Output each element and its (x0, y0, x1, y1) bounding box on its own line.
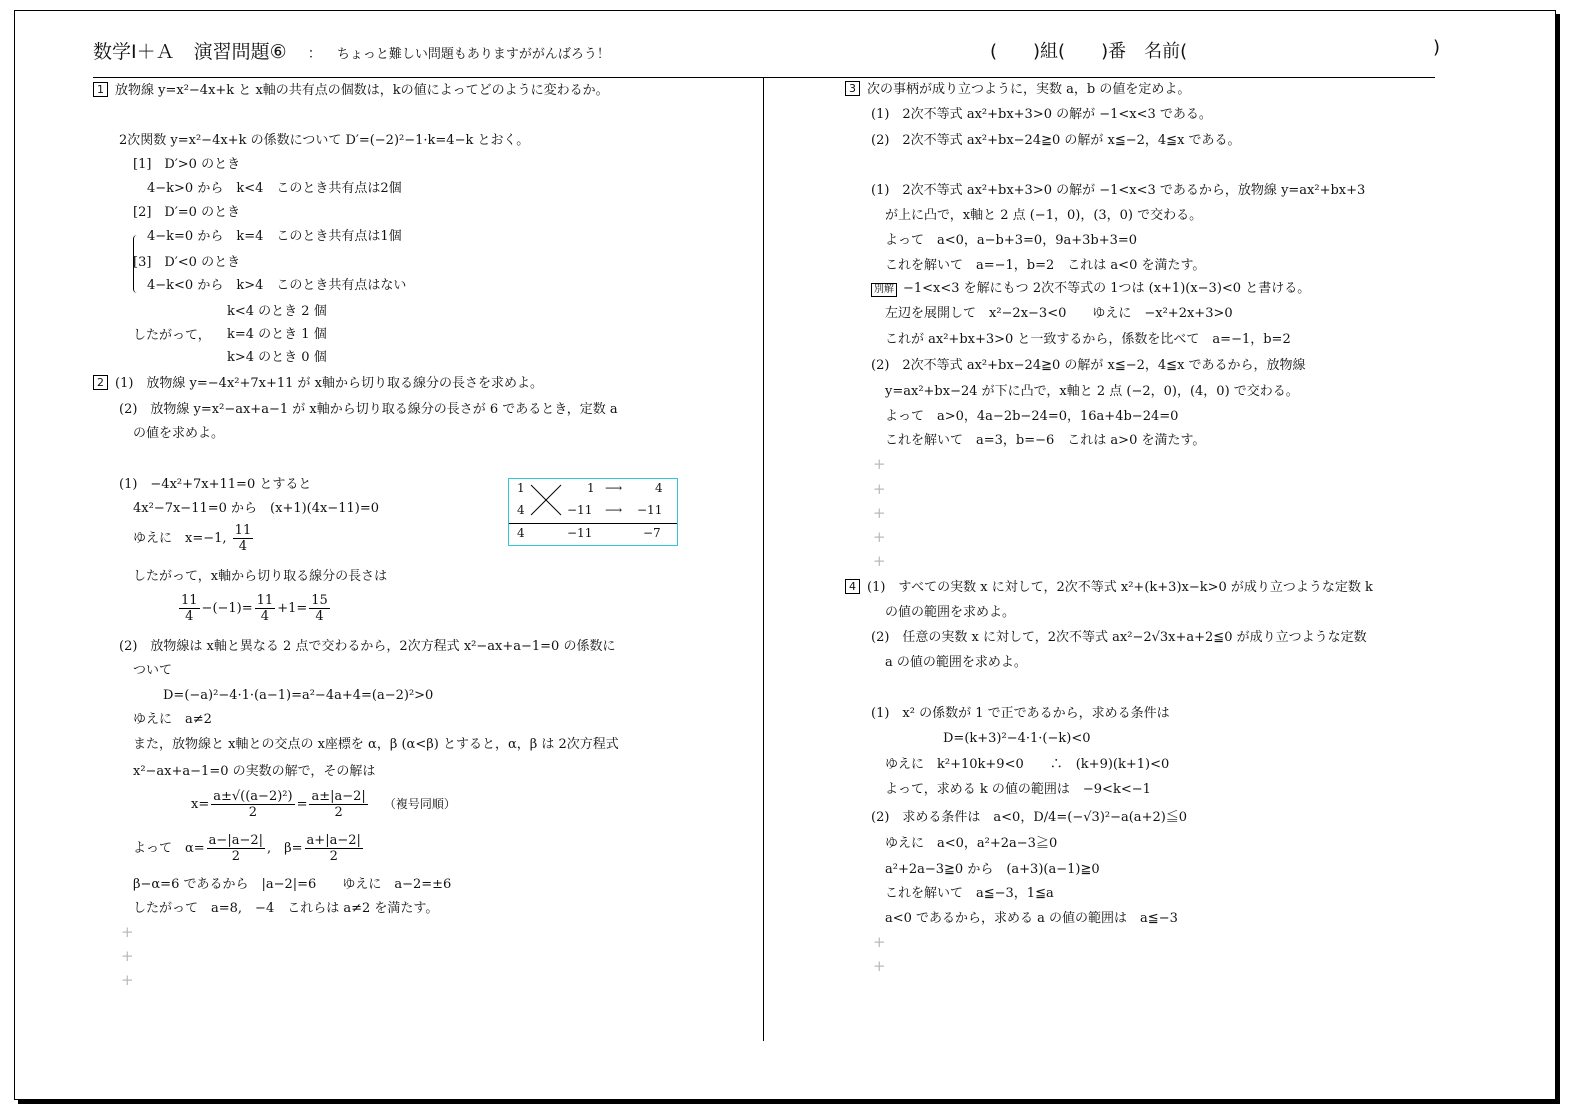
arrow-icon: ⟶ (605, 481, 623, 495)
solution-line: (1) −4x²+7x+11=0 とすると (119, 477, 312, 492)
question-line: (1) 2次不等式 ax²+bx+3>0 の解が −1<x<3 である。 (871, 107, 1212, 122)
sign-note: （複号同順） (383, 797, 456, 811)
case-line: k<4 のとき 2 個 (227, 304, 327, 319)
table-cell: 4 (655, 481, 663, 495)
problem-number: 4 (845, 579, 860, 594)
solution-line: が上に凸で，x軸と 2 点 (−1，0)，(3，0) で交わる。 (885, 208, 1203, 223)
solution-line: 4x²−7x−11=0 から (x+1)(4x−11)=0 (133, 501, 380, 516)
solution-line: D=(k+3)²−4·1·(−k)<0 (943, 731, 1091, 746)
class-number-name-label: ( )組( )番 名前( (990, 41, 1188, 62)
alternate-solution-text: −1<x<3 を解にもつ 2次不等式の 1つは (x+1)(x−3)<0 と書ける。 (903, 281, 1311, 296)
solution-line: また，放物線と x軸との交点の x座標を α，β (α<β) とすると，α，β は 2次方程式 (133, 737, 619, 752)
solution-line: (2) 放物線は x軸と異なる 2 点で交わるから，2次方程式 x²−ax+a−1=0 の係数に (119, 639, 616, 654)
problem-3-question (845, 81, 1190, 99)
solution-line: したがって a=8, −4 これらは a≠2 を満たす。 (133, 901, 439, 916)
problem-2-q2: (2) 放物線 y=x²−ax+a−1 が x軸から切り取る線分の長さが 6 であるとき，定数 a (119, 402, 618, 417)
solution-line: (2) 2次不等式 ax²+bx−24≧0 の解が x≦−2，4≦x であるから，放物線 (871, 358, 1306, 373)
root-text: ゆえに x=−1, (133, 531, 227, 546)
page-title: 数学Ⅰ＋Ａ 演習問題⑥ (93, 41, 287, 63)
problem-number: 3 (845, 81, 860, 96)
question-line: a の値の範囲を求めよ。 (885, 655, 1027, 670)
solution-line: a<0 であるから，求める a の値の範囲は a≦−3 (885, 911, 1178, 926)
fraction: $\frac{15}{4}$ (311, 593, 328, 624)
table-cell: −11 (567, 503, 593, 517)
solution-line: a²+2a−3≧0 から (a+3)(a−1)≧0 (885, 862, 1100, 877)
table-cell: −11 (637, 503, 663, 517)
solution-line: ゆえに a≠2 (133, 712, 212, 727)
solution-line: これが ax²+bx+3>0 と一致するから，係数を比べて a=−1，b=2 (885, 332, 1291, 347)
table-cell: −11 (567, 526, 593, 540)
solution-line: 左辺を展開して x²−2x−3<0 ゆえに −x²+2x+3>0 (885, 306, 1233, 321)
case-line: k>4 のとき 0 個 (227, 350, 327, 365)
worksheet-page (14, 10, 1556, 1100)
table-cell: 4 (517, 526, 525, 540)
solution-line: ついて (133, 663, 173, 678)
fraction: $\frac{a\pm|a-2|}{2}$ (311, 789, 366, 820)
alpha-beta-line: よって α= $\frac{a-|a-2|}{2}$ , β= $\frac{a+|a-2|}{2}$ (133, 833, 361, 864)
alternate-solution (871, 280, 1310, 298)
plus-marker: + (121, 923, 134, 941)
solution-line: これを解いて a=3，b=−6 これは a>0 を満たす。 (885, 433, 1206, 448)
question-text: 次の事柄が成り立つように，実数 a，b の値を定めよ。 (867, 82, 1191, 97)
plus-marker: + (873, 480, 886, 498)
therefore-label: したがって， (133, 328, 211, 343)
solution-line: [1] D′>0 のとき (133, 157, 241, 172)
problem-number: 1 (93, 82, 108, 97)
plus-marker: + (873, 504, 886, 522)
fraction: $\frac{a-|a-2|}{2}$ (208, 833, 263, 864)
solution-line: [2] D′=0 のとき (133, 205, 241, 220)
question-line: (2) 2次不等式 ax²+bx−24≧0 の解が x≦−2，4≦x である。 (871, 133, 1241, 148)
fraction: $\frac{11}{4}$ (234, 523, 252, 554)
solution-line: β−α=6 であるから |a−2|=6 ゆえに a−2=±6 (133, 877, 452, 892)
fraction: $\frac{11}{4}$ (256, 593, 274, 624)
solution-line: これを解いて a≦−3，1≦a (885, 886, 1054, 901)
solution-line: (2) 求める条件は a<0，D/4=(−√3)²−a(a+2)≦0 (871, 810, 1188, 825)
name-close-paren: ) (1432, 37, 1440, 58)
plus-marker: + (873, 455, 886, 473)
length-expression: $\frac{11}{4}$ −(−1)= $\frac{11}{4}$ +1= $\frac{15}{4}$ (181, 593, 328, 624)
plus-marker: + (873, 933, 886, 951)
solution-line: [3] D′<0 のとき (133, 255, 241, 270)
solution-line: y=ax²+bx−24 が下に凸で，x軸と 2 点 (−2，0)，(4，0) で交わる。 (885, 384, 1299, 399)
quadratic-formula-line: x= $\frac{\text{a±√((a−2)²)}}{2}$ = $\frac{a\pm|a-2|}{2}$ （複号同順） (191, 789, 456, 820)
solution-line: よって a<0，a−b+3=0，9a+3b+3=0 (885, 233, 1138, 248)
page-subtitle: ちょっと難しい問題もありますががんばろう！ (336, 47, 610, 62)
alternate-solution-badge: 別解 (871, 283, 897, 297)
question-text: 放物線 y=x²−4x+k と x軸の共有点の個数は，kの値によってどのように変わるか。 (115, 83, 609, 98)
problem-number: 2 (93, 375, 108, 390)
table-cell: 4 (517, 503, 525, 517)
solution-line: 2次関数 y=x²−4x+k の係数について D′=(−2)²−1·k=4−k とおく。 (119, 133, 530, 148)
case-line: k=4 のとき 1 個 (227, 327, 327, 342)
solution-line: 4−k<0 から k>4 このとき共有点はない (147, 278, 407, 293)
solution-line: よって，求める k の値の範囲は −9<k<−1 (885, 782, 1151, 797)
table-cell: 1 (517, 481, 525, 495)
solution-line: ゆえに k²+10k+9<0 ∴ (k+9)(k+1)<0 (885, 757, 1170, 772)
title-separator: ： (307, 46, 322, 62)
plus-marker: + (121, 947, 134, 965)
fraction: $\frac{11}{4}$ (181, 593, 198, 624)
question-line: の値の範囲を求めよ。 (885, 605, 1016, 620)
solution-line: (1) x² の係数が 1 で正であるから，求める条件は (871, 706, 1170, 721)
question-text: (1) すべての実数 x に対して，2次不等式 x²+(k+3)x−k>0 が成り立つような定数 k (867, 580, 1373, 595)
fraction: $\frac{a+|a-2|}{2}$ (306, 833, 361, 864)
problem-2-q2-cont: の値を求めよ。 (133, 426, 225, 441)
plus-marker: + (873, 957, 886, 975)
question-text: (1) 放物線 y=−4x²+7x+11 が x軸から切り取る線分の長さを求めよ。 (115, 376, 544, 391)
solution-line: ゆえに a<0，a²+2a−3≧0 (885, 836, 1058, 851)
fraction: $\frac{\text{a±√((a−2)²)}}{2}$ (213, 789, 293, 820)
table-cell: −7 (643, 526, 661, 540)
table-cell: 1 (587, 481, 595, 495)
plus-marker: + (121, 971, 134, 989)
right-column (15, 11, 1555, 1099)
problem-4-q1 (845, 579, 1373, 597)
solution-line: 4−k>0 から k<4 このとき共有点は2個 (147, 181, 402, 196)
plus-marker: + (873, 528, 886, 546)
solution-line: 4−k=0 から k=4 このとき共有点は1個 (147, 229, 402, 244)
arrow-icon: ⟶ (605, 503, 623, 517)
solution-line: x²−ax+a−1=0 の実数の解で，その解は (133, 764, 376, 779)
plus-marker: + (873, 552, 886, 570)
question-line: (2) 任意の実数 x に対して，2次不等式 ax²−2√3x+a+2≦0 が成り立つような定数 (871, 630, 1367, 645)
solution-line: これを解いて a=−1，b=2 これは a<0 を満たす。 (885, 258, 1206, 273)
solution-line: D=(−a)²−4·1·(a−1)=a²−4a+4=(a−2)²>0 (163, 688, 434, 703)
solution-line: (1) 2次不等式 ax²+bx+3>0 の解が −1<x<3 であるから，放物線 y=ax²+bx+3 (871, 183, 1366, 198)
solution-line: よって a>0，4a−2b−24=0，16a+4b−24=0 (885, 409, 1179, 424)
solution-line: したがって，x軸から切り取る線分の長さは (133, 569, 388, 584)
